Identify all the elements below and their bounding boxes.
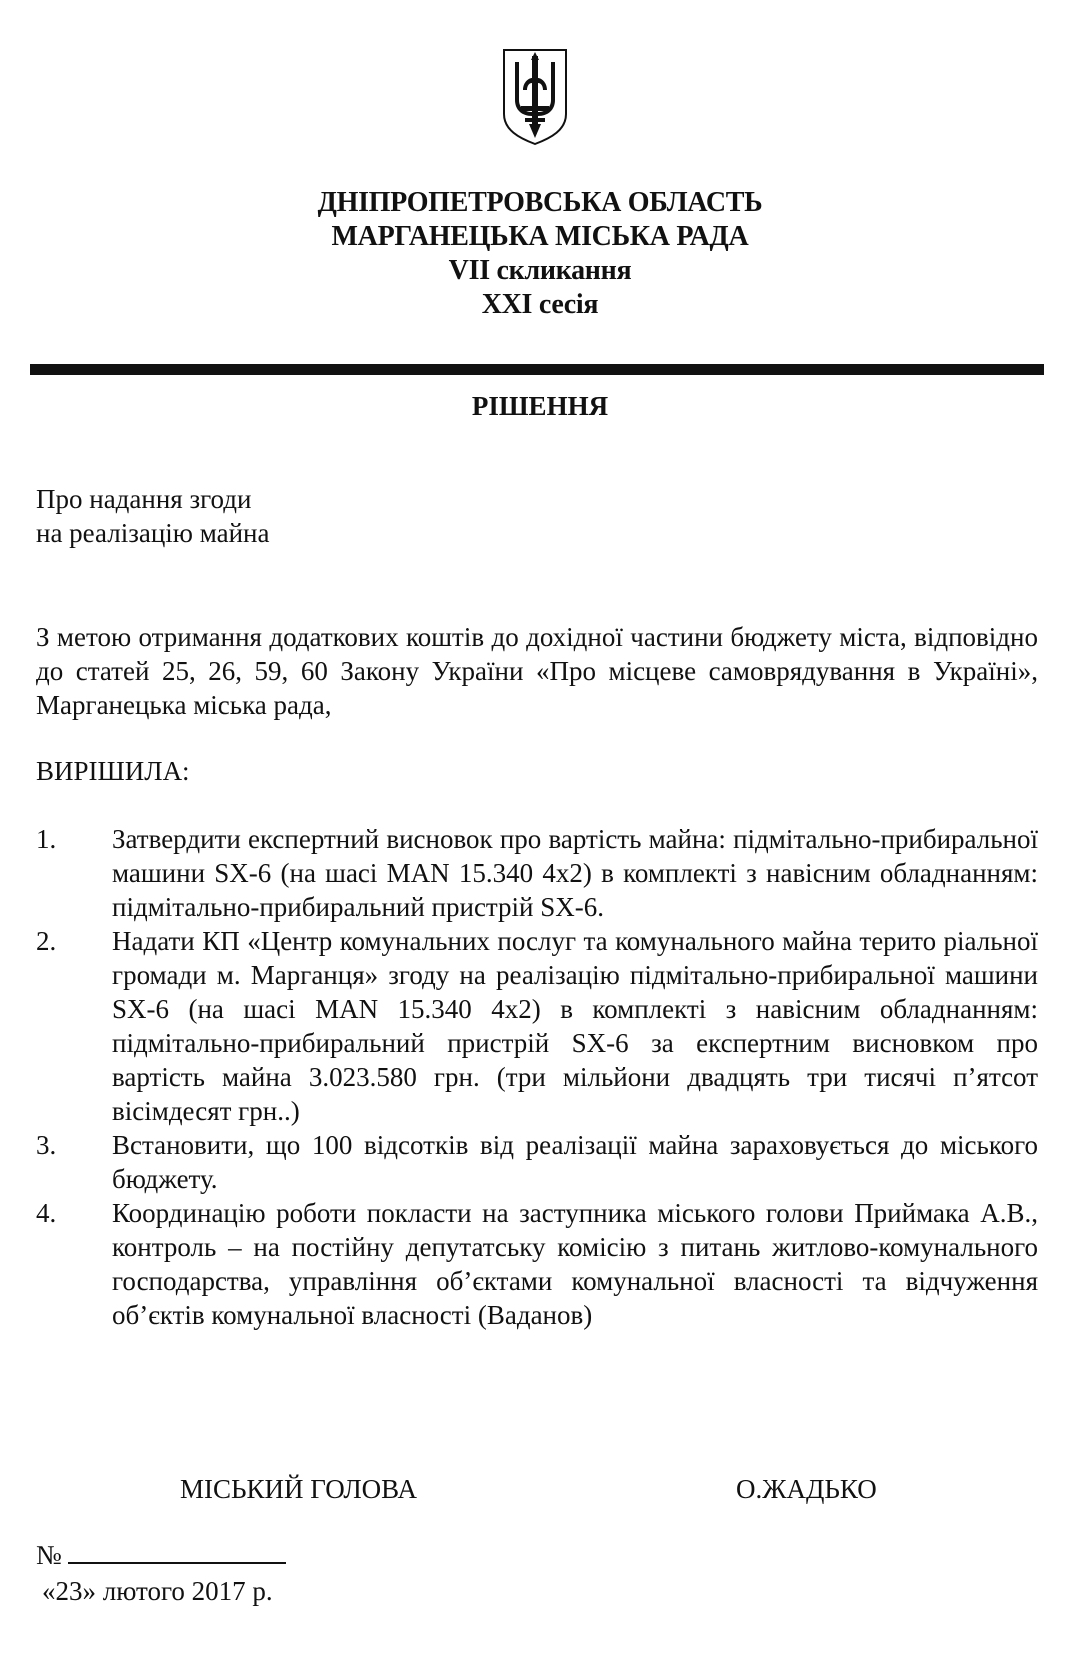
item-text: Затвердити експертний висновок про вартість майна: підмітально-прибиральної машини SX-6 (на шасі MAN 15.340 4x2) в комплекті з навісним обладнанням: підмітально-прибиральний пристрій SX-6. [112,824,1038,922]
resolution-item-4 [36,1196,1038,1332]
item-number: 1. [36,824,57,854]
document-subject [36,482,269,550]
header-divider [30,364,1044,375]
header-region: ДНІПРОПЕТРОВСЬКА ОБЛАСТЬ [317,187,763,218]
subject-line-2: на реалізацію майна [36,518,270,548]
preamble-paragraph: З метою отримання додаткових коштів до дохідної частини бюджету міста, відповідно до статей 25, 26, 59, 60 Закону України «Про місцеве самоврядування в Україні», Марганецька міська рада, [36,622,1038,720]
trident-emblem-icon [501,48,569,146]
header-session: XXI сесія [481,289,599,320]
number-blank-underline [68,1538,286,1564]
item-text: Встановити, що 100 відсотків від реалізації майна зараховується до міського бюджету. [112,1130,1038,1194]
header-convocation: VII скликання [448,255,632,286]
resolution-item-1 [36,822,1038,924]
document-type-title: РІШЕННЯ [471,391,609,421]
document-date: «23» лютого 2017 р. [42,1576,273,1606]
document-number-line [36,1538,286,1572]
item-number: 4. [36,1198,57,1228]
subject-line-1: Про надання згоди [36,484,252,514]
signatory-role: МІСЬКИЙ ГОЛОВА [180,1474,417,1504]
document-header [0,186,1080,322]
resolution-item-3 [36,1128,1038,1196]
number-label: № [36,1540,62,1570]
item-number: 2. [36,926,57,956]
item-text: Надати КП «Центр комунальних послуг та комунального майна терито ріальної громади м. Марганця» згоду на реалізацію підмітально-прибиральної машини SX-6 (на шасі MAN 15.340 4x2) в комплекті з навісним обладнанням: підмітально-прибиральний пристрій SX-6 за експертним висновком про вартість майна 3.023.580 грн. (три мільйони двадцять три тисячі п’ятсот вісімдесят грн..) [112,926,1038,1126]
item-text: Координацію роботи покласти на заступника міського голови Приймака А.В., контроль – на постійну депутатську комісію з питань житлово-комунального господарства, управління об’єктами комунальної власності та відчуження об’єктів комунальної власності (Ваданов) [112,1198,1038,1330]
item-number: 3. [36,1130,57,1160]
resolution-item-2 [36,924,1038,1128]
header-council: МАРГАНЕЦЬКА МІСЬКА РАДА [331,221,749,252]
signatory-name: О.ЖАДЬКО [736,1474,877,1504]
resolution-items [36,822,1038,1332]
decided-heading: ВИРІШИЛА: [36,756,190,786]
